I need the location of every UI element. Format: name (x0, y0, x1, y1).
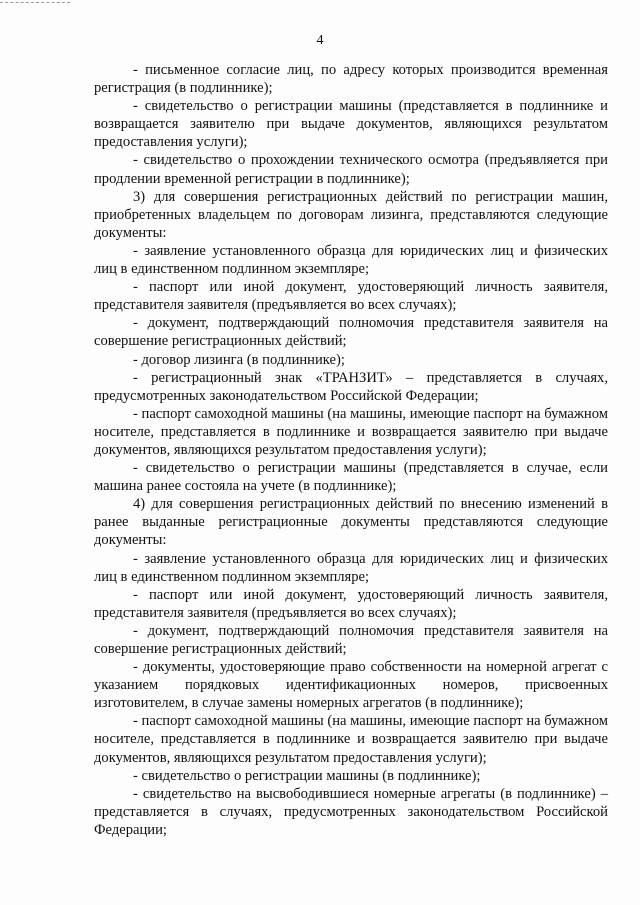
paragraph: - свидетельство о регистрации машины (в подлиннике); (133, 767, 481, 784)
paragraph: - свидетельство о регистрации машины (представляется в случае, если машина ранее состояла на учете (в подлиннике); (94, 460, 608, 495)
paragraph: - паспорт или иной документ, удостоверяющий личность заявителя, представителя заявителя (предъявляется во всех случаях); (94, 279, 608, 314)
paragraph: 3) для совершения регистрационных действий по регистрации машин, приобретенных владельцем по договорам лизинга, представляются следующие документы: (94, 188, 608, 241)
paragraph: - свидетельство о прохождении технического осмотра (предъявляется при продлении временной регистрации в подлиннике); (94, 152, 608, 187)
paragraph: 4) для совершения регистрационных действий по внесению изменений в ранее выданные регистрационные документы представляются следующие документы: (94, 496, 608, 549)
paragraph: - письменное согласие лиц, по адресу которых производится временная регистрация (в подлиннике); (94, 62, 608, 97)
paragraph: - свидетельство о регистрации машины (представляется в подлиннике и возвращается заявителю при выдаче документов, являющихся результатом предоставления услуги); (94, 98, 608, 151)
paragraph: - договор лизинга (в подлиннике); (133, 351, 345, 368)
paragraph: - свидетельство на высвободившиеся номерные агрегаты (в подлиннике) – представляется в случаях, предусмотренных законодательством Российской Федерации; (94, 785, 608, 838)
paragraph: - заявление установленного образца для юридических лиц и физических лиц в единственном подлинном экземпляре; (94, 550, 608, 585)
document-body (94, 61, 608, 839)
page-number: 4 (316, 33, 324, 48)
paragraph: - регистрационный знак «ТРАНЗИТ» – представляется в случаях, предусмотренных законодательством Российской Федерации; (94, 369, 608, 404)
scan-edge-mark (0, 2, 70, 6)
paragraph: - паспорт самоходной машины (на машины, имеющие паспорт на бумажном носителе, представляется в подлиннике и возвращается заявителю при выдаче документов, являющихся результатом предоставления услуги); (94, 713, 608, 766)
paragraph: - паспорт или иной документ, удостоверяющий личность заявителя, представителя заявителя (предъявляется во всех случаях); (94, 586, 608, 621)
paragraph: - заявление установленного образца для юридических лиц и физических лиц в единственном подлинном экземпляре; (94, 242, 608, 278)
paragraph: - документ, подтверждающий полномочия представителя заявителя на совершение регистрационных действий; (94, 315, 608, 350)
paragraph: - документы, удостоверяющие право собственности на номерной агрегат с указанием порядковых идентификационных номеров, присвоенных изготовителем, в случае замены номерных агрегатов (в подлиннике); (94, 659, 608, 712)
paragraph: - документ, подтверждающий полномочия представителя заявителя на совершение регистрационных действий; (94, 622, 608, 657)
paragraph: - паспорт самоходной машины (на машины, имеющие паспорт на бумажном носителе, представляется в подлиннике и возвращается заявителю при выдаче документов, являющихся результатом предоставления услуги); (94, 405, 608, 458)
